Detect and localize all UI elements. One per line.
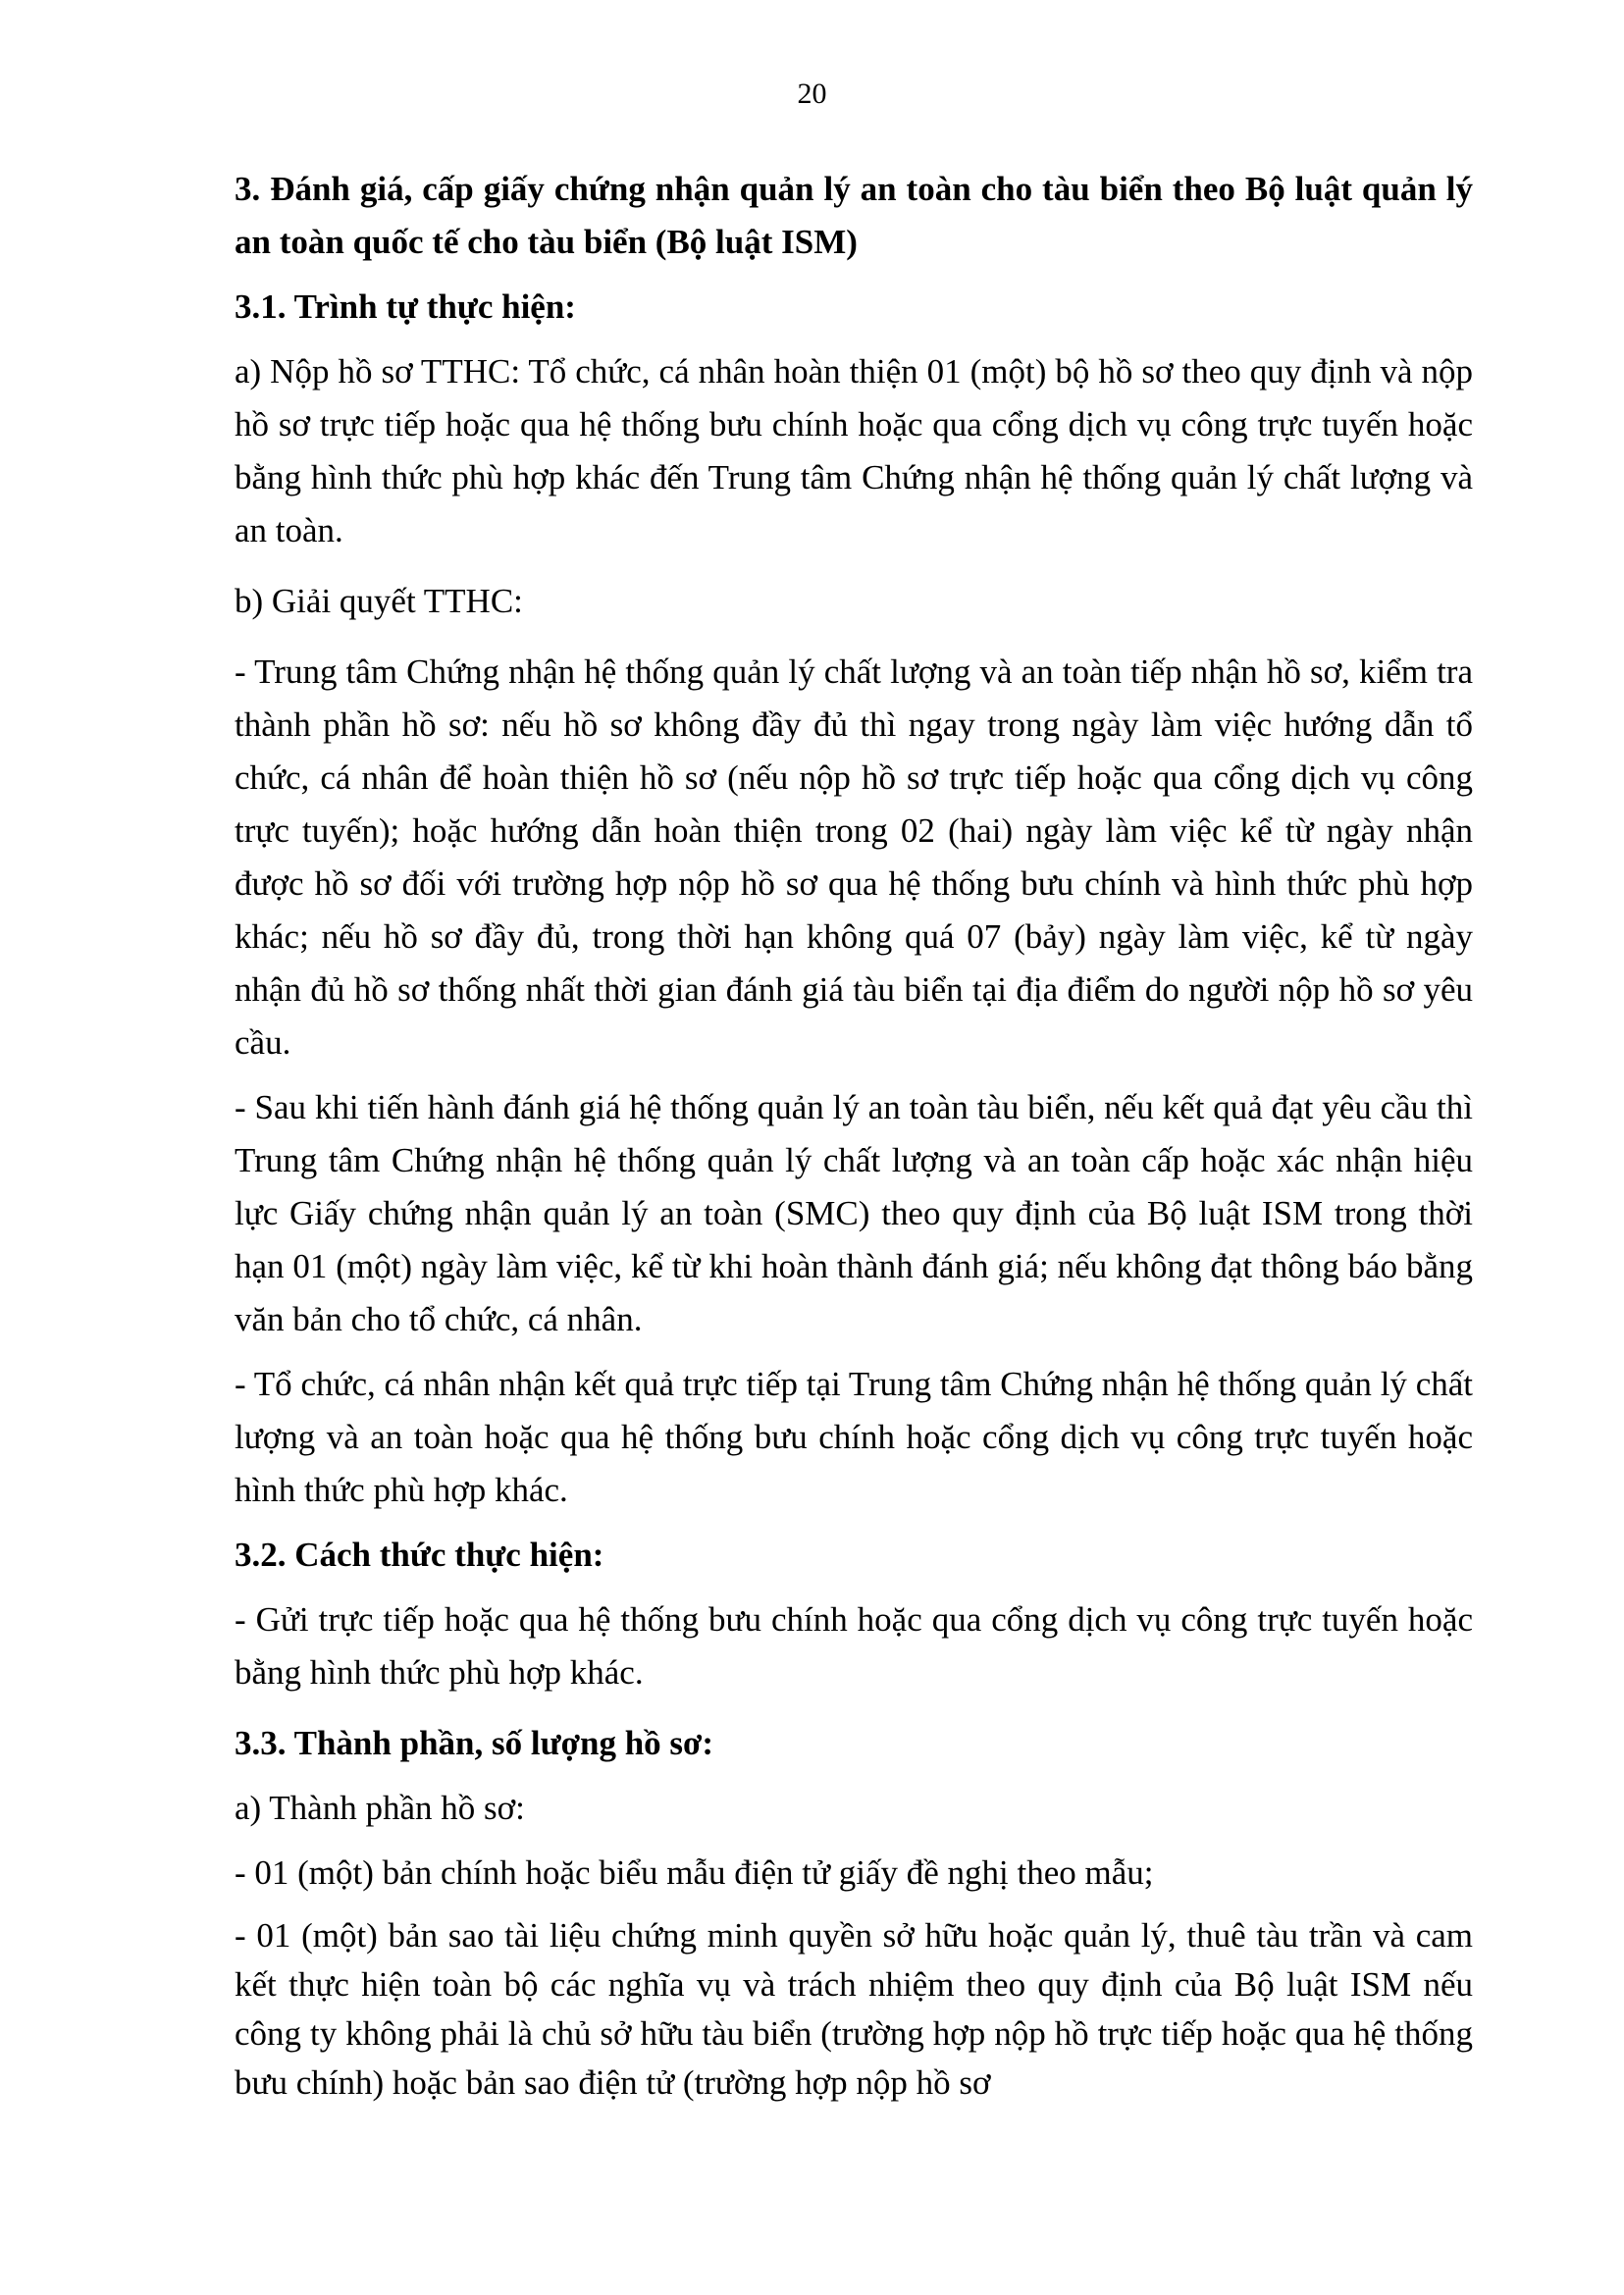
section-3-1-para-a: a) Nộp hồ sơ TTHC: Tổ chức, cá nhân hoàn thiện 01 (một) bộ hồ sơ theo quy định và nộp hồ sơ trực tiếp hoặc qua hệ thống bưu chính hoặc qua cổng dịch vụ công trực tuyến hoặc bằng hình thức phù hợp khác đến Trung tâm Chứng nhận hệ thống quản lý chất lượng và an toàn. bbox=[235, 352, 1473, 549]
page-number: 20 bbox=[797, 78, 827, 110]
section-3-2-heading: 3.2. Cách thức thực hiện: bbox=[235, 1536, 604, 1574]
section-3-1-bullet-3: - Tổ chức, cá nhân nhận kết quả trực tiếp tại Trung tâm Chứng nhận hệ thống quản lý chất lượng và an toàn hoặc qua hệ thống bưu chính hoặc cổng dịch vụ công trực tuyến hoặc hình thức phù hợp khác. bbox=[235, 1365, 1473, 1509]
section-3-3-bullet-2: - 01 (một) bản sao tài liệu chứng minh quyền sở hữu hoặc quản lý, thuê tàu trần và cam kết thực hiện toàn bộ các nghĩa vụ và trách nhiệm theo quy định của Bộ luật ISM nếu công ty không phải là chủ sở hữu tàu biển (trường hợp nộp hồ trực tiếp hoặc qua hệ thống bưu chính) hoặc bản sao điện tử (trường hợp nộp hồ sơ bbox=[235, 1916, 1473, 2102]
page-content bbox=[235, 163, 1473, 2108]
section-3-heading: 3. Đánh giá, cấp giấy chứng nhận quản lý an toàn cho tàu biển theo Bộ luật quản lý an toàn quốc tế cho tàu biển (Bộ luật ISM) bbox=[235, 170, 1473, 261]
section-3-1-heading: 3.1. Trình tự thực hiện: bbox=[235, 287, 576, 326]
section-3-1-bullet-2: - Sau khi tiến hành đánh giá hệ thống quản lý an toàn tàu biển, nếu kết quả đạt yêu cầu thì Trung tâm Chứng nhận hệ thống quản lý chất lượng và an toàn cấp hoặc xác nhận hiệu lực Giấy chứng nhận quản lý an toàn (SMC) theo quy định của Bộ luật ISM trong thời hạn 01 (một) ngày làm việc, kể từ khi hoàn thành đánh giá; nếu không đạt thông báo bằng văn bản cho tổ chức, cá nhân. bbox=[235, 1088, 1473, 1338]
section-3-2-bullet-1: - Gửi trực tiếp hoặc qua hệ thống bưu chính hoặc qua cổng dịch vụ công trực tuyến hoặc bằng hình thức phù hợp khác. bbox=[235, 1600, 1473, 1692]
section-3-1-bullet-1: - Trung tâm Chứng nhận hệ thống quản lý chất lượng và an toàn tiếp nhận hồ sơ, kiểm tra thành phần hồ sơ: nếu hồ sơ không đầy đủ thì ngay trong ngày làm việc hướng dẫn tổ chức, cá nhân để hoàn thiện hồ sơ (nếu nộp hồ sơ trực tiếp hoặc qua cổng dịch vụ công trực tuyến); hoặc hướng dẫn hoàn thiện trong 02 (hai) ngày làm việc kể từ ngày nhận được hồ sơ đối với trường hợp nộp hồ sơ qua hệ thống bưu chính và hình thức phù hợp khác; nếu hồ sơ đầy đủ, trong thời hạn không quá 07 (bảy) ngày làm việc, kể từ ngày nhận đủ hồ sơ thống nhất thời gian đánh giá tàu biển tại địa điểm do người nộp hồ sơ yêu cầu. bbox=[235, 652, 1473, 1062]
section-3-3-bullet-1: - 01 (một) bản chính hoặc biểu mẫu điện tử giấy đề nghị theo mẫu; bbox=[235, 1853, 1154, 1892]
section-3-3-heading: 3.3. Thành phần, số lượng hồ sơ: bbox=[235, 1724, 714, 1762]
section-3-3-para-a: a) Thành phần hồ sơ: bbox=[235, 1789, 525, 1827]
section-3-1-para-b: b) Giải quyết TTHC: bbox=[235, 582, 523, 620]
